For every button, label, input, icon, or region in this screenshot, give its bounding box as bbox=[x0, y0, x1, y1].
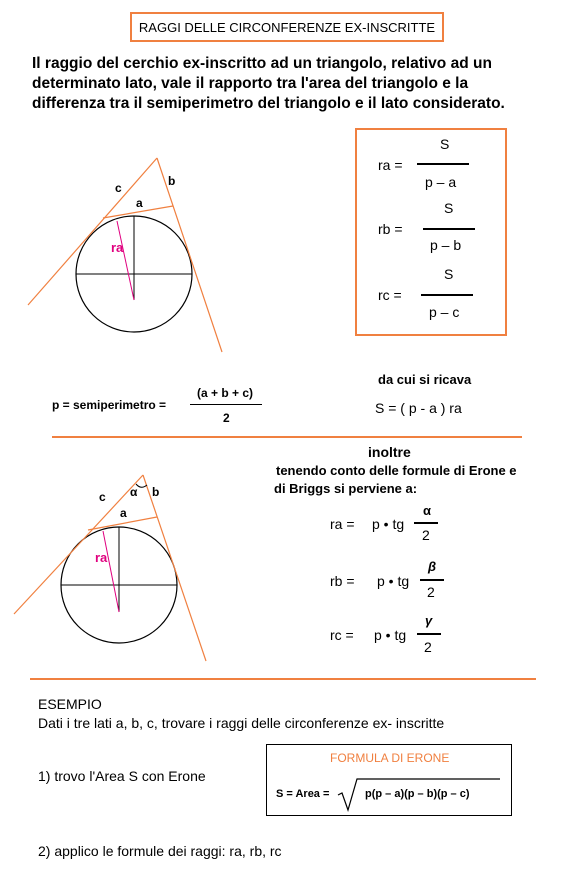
formula-ra-lhs: ra = bbox=[378, 157, 403, 173]
formula-rc-lhs: rc = bbox=[378, 287, 402, 303]
formula-rb-numerator: S bbox=[444, 200, 454, 216]
briggs-rc-numerator: γ bbox=[425, 613, 433, 628]
heron-lhs: S = Area = bbox=[276, 788, 330, 800]
inoltre-label: inoltre bbox=[368, 444, 411, 460]
side-a-label: a bbox=[120, 506, 127, 520]
radius-label: ra bbox=[111, 240, 124, 255]
fraction-bar bbox=[421, 294, 473, 296]
extension-line-c bbox=[14, 475, 143, 614]
fraction-bar bbox=[423, 228, 475, 230]
step-2-text: 2) applico le formule dei raggi: ra, rb, rc bbox=[38, 843, 282, 859]
briggs-rc-lhs: rc = bbox=[330, 627, 354, 643]
erone-text-line: tenendo conto delle formule di Erone e bbox=[276, 463, 517, 478]
fraction-bar bbox=[414, 522, 438, 524]
formula-rc-numerator: S bbox=[444, 266, 454, 282]
briggs-ra-mid: p • tg bbox=[372, 516, 405, 532]
semiperimeter-numerator: (a + b + c) bbox=[197, 386, 254, 400]
briggs-ra-numerator: α bbox=[423, 503, 431, 518]
fraction-bar bbox=[417, 633, 441, 635]
formula-rb-lhs: rb = bbox=[378, 221, 403, 237]
fraction-bar bbox=[190, 404, 262, 405]
side-b-label: b bbox=[168, 174, 176, 188]
semiperimeter-label: p = semiperimetro = bbox=[52, 398, 167, 412]
heron-title: FORMULA DI ERONE bbox=[330, 751, 450, 765]
formula-rb-denominator: p – b bbox=[430, 237, 462, 253]
semiperimeter-denominator: 2 bbox=[223, 411, 230, 425]
formula-ra-numerator: S bbox=[440, 136, 450, 152]
extension-line-b bbox=[157, 158, 222, 352]
extension-line-c bbox=[28, 158, 157, 305]
intro-line: determinato lato, vale il rapporto tra l'area del triangolo e la bbox=[32, 75, 469, 92]
side-a-label: a bbox=[136, 196, 143, 210]
briggs-rc-mid: p • tg bbox=[374, 627, 407, 643]
radius-label: ra bbox=[95, 550, 108, 565]
excircle-diagram-1 bbox=[28, 158, 222, 352]
briggs-rc-denominator: 2 bbox=[424, 639, 432, 655]
example-heading: ESEMPIO bbox=[38, 696, 102, 712]
section-divider bbox=[30, 678, 536, 680]
formula-ra-denominator: p – a bbox=[425, 174, 457, 190]
side-c-label: c bbox=[115, 181, 122, 195]
page-title: RAGGI DELLE CIRCONFERENZE EX-INSCRITTE bbox=[130, 12, 444, 42]
radius-line bbox=[103, 531, 119, 612]
intro-line: differenza tra il semiperimetro del triangolo e il lato considerato. bbox=[32, 95, 505, 112]
briggs-rb-lhs: rb = bbox=[330, 573, 355, 589]
side-c-label: c bbox=[99, 490, 106, 504]
radius-line bbox=[117, 221, 134, 300]
step-1-text: 1) trovo l'Area S con Erone bbox=[38, 768, 206, 784]
fraction-bar bbox=[420, 579, 444, 581]
derivation-caption: da cui si ricava bbox=[378, 372, 472, 387]
example-statement: Dati i tre lati a, b, c, trovare i raggi delle circonferenze ex- inscritte bbox=[38, 715, 445, 731]
section-divider bbox=[52, 436, 522, 438]
angle-arc bbox=[136, 484, 147, 487]
briggs-rb-numerator: β bbox=[428, 559, 437, 574]
erone-text-line: di Briggs si perviene a: bbox=[274, 481, 418, 496]
heron-radicand: p(p – a)(p – b)(p – c) bbox=[365, 788, 470, 800]
briggs-rb-mid: p • tg bbox=[377, 573, 410, 589]
briggs-ra-lhs: ra = bbox=[330, 516, 355, 532]
briggs-ra-denominator: 2 bbox=[422, 527, 430, 543]
fraction-bar bbox=[417, 163, 469, 165]
side-b-label: b bbox=[152, 485, 160, 499]
angle-alpha-label: α bbox=[130, 485, 138, 499]
excircle-diagram-2 bbox=[14, 475, 206, 661]
briggs-rb-denominator: 2 bbox=[427, 584, 435, 600]
intro-line: Il raggio del cerchio ex-inscritto ad un triangolo, relativo ad un bbox=[32, 55, 492, 72]
derivation-formula: S = ( p - a ) ra bbox=[375, 400, 462, 416]
formula-rc-denominator: p – c bbox=[429, 304, 460, 320]
